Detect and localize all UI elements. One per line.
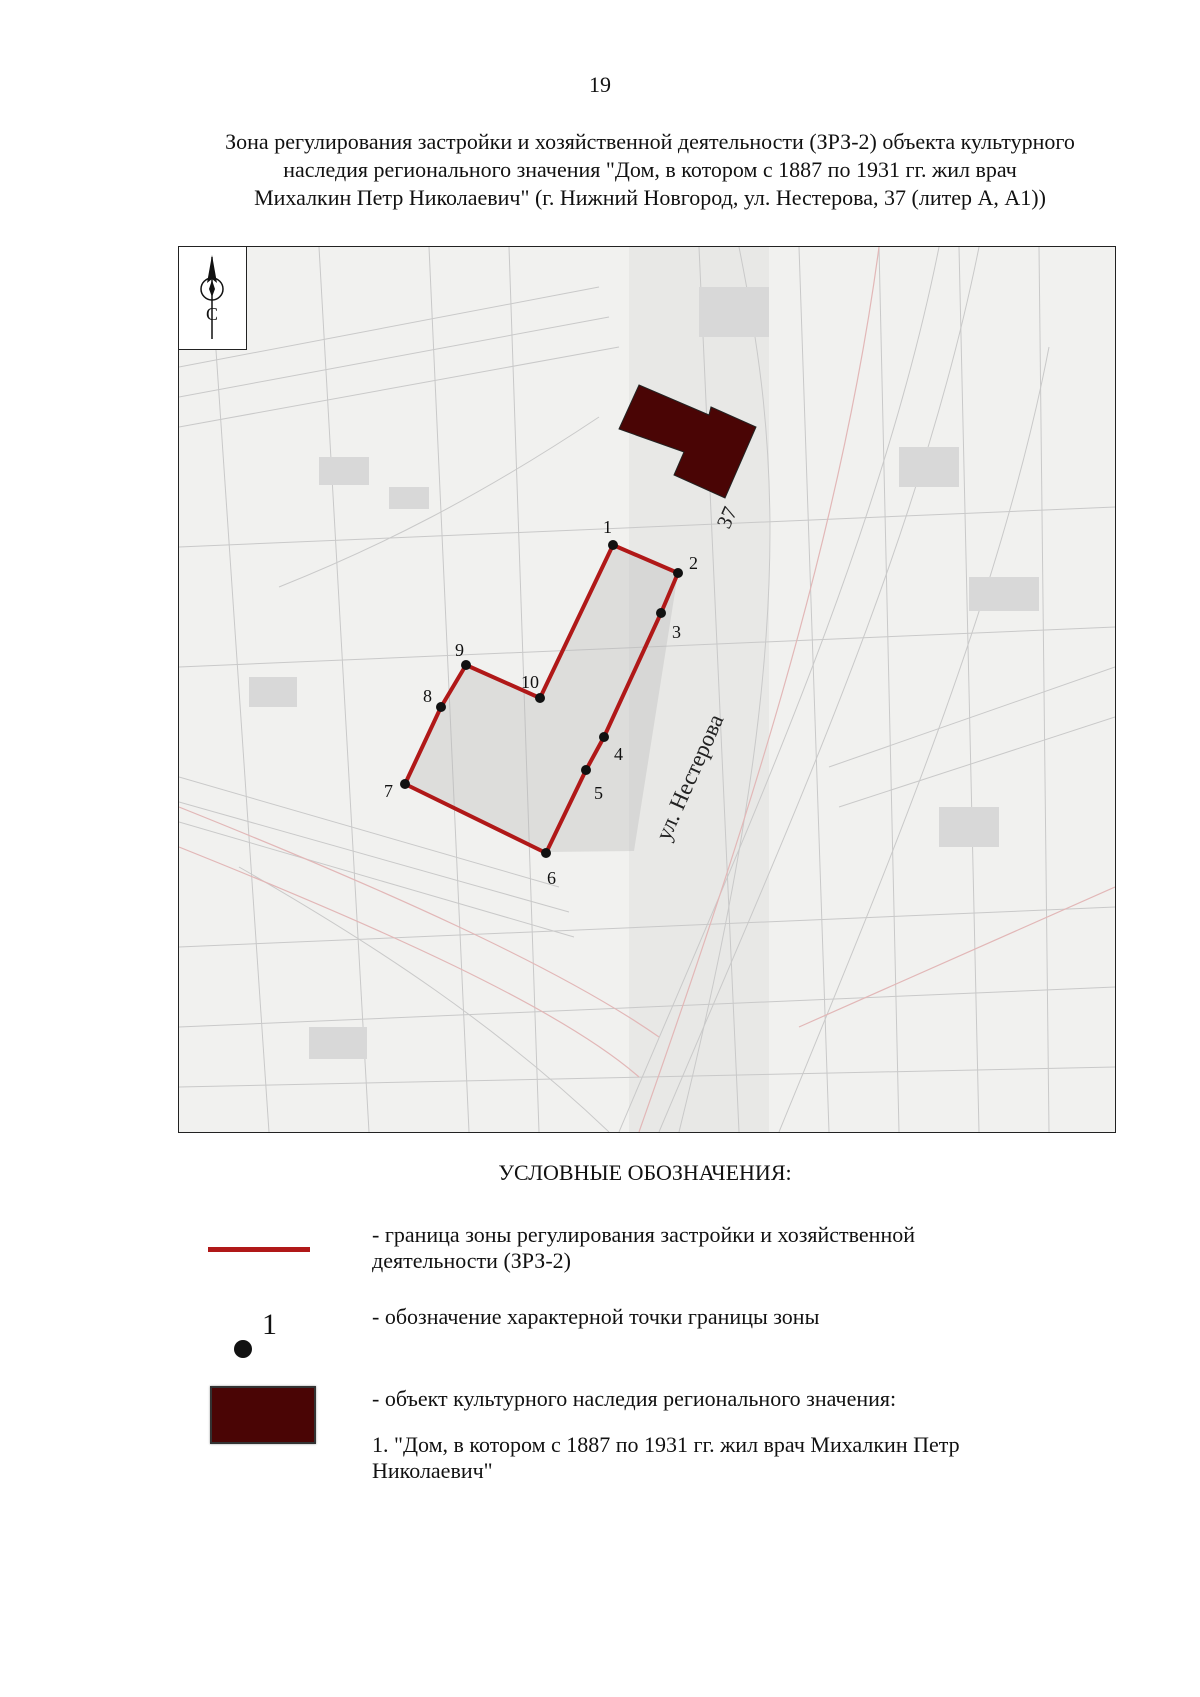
point-label-1: 1 xyxy=(603,517,612,537)
north-arrow-box xyxy=(179,247,247,350)
legend-red-line-symbol xyxy=(208,1247,310,1252)
legend-point-text: - обозначение характерной точки границы зоны xyxy=(372,1304,820,1329)
point-label-10: 10 xyxy=(521,672,539,692)
boundary-point-7[interactable] xyxy=(400,779,410,789)
boundary-point-1[interactable] xyxy=(608,540,618,550)
legend-boundary-text: - граница зоны регулирования застройки и хозяйственной деятельности (ЗРЗ-2) xyxy=(372,1222,915,1273)
point-label-6: 6 xyxy=(547,868,556,888)
legend-heritage-text: - объект культурного наследия регионального значения: 1. "Дом, в котором с 1887 по 1931 гг. жил врач Михалкин Петр Николаевич" xyxy=(372,1386,960,1483)
map-frame[interactable] xyxy=(178,246,1116,1133)
point-label-7: 7 xyxy=(384,781,393,801)
boundary-point-4[interactable] xyxy=(599,732,609,742)
point-label-4: 4 xyxy=(614,744,623,764)
point-label-9: 9 xyxy=(455,640,464,660)
house-number-label: 37 xyxy=(711,503,743,533)
north-arrow-icon xyxy=(179,247,246,349)
legend-point-sample-label: 1 xyxy=(262,1308,277,1341)
legend-heritage-symbol xyxy=(210,1386,316,1444)
boundary-point-10[interactable] xyxy=(535,693,545,703)
point-label-8: 8 xyxy=(423,686,432,706)
boundary-point-6[interactable] xyxy=(541,848,551,858)
page-number: 19 xyxy=(589,72,611,97)
north-label: С xyxy=(205,304,219,324)
point-label-5: 5 xyxy=(594,783,603,803)
street-label: ул. Нестерова xyxy=(650,710,729,845)
title-line-1: Зона регулирования застройки и хозяйственной деятельности (ЗРЗ-2) объекта культурного xyxy=(225,129,1075,154)
title-line-3: Михалкин Петр Николаевич" (г. Нижний Новгород, ул. Нестерова, 37 (литер А, А1)) xyxy=(254,185,1046,210)
boundary-point-2[interactable] xyxy=(673,568,683,578)
legend-point-symbol xyxy=(234,1340,252,1358)
boundary-point-5[interactable] xyxy=(581,765,591,775)
boundary-point-8[interactable] xyxy=(436,702,446,712)
point-label-3: 3 xyxy=(672,622,681,642)
map-title xyxy=(140,128,1160,212)
map-canvas xyxy=(179,247,1115,1132)
boundary-point-9[interactable] xyxy=(461,660,471,670)
title-line-2: наследия регионального значения "Дом, в котором с 1887 по 1931 гг. жил врач xyxy=(283,157,1017,182)
point-label-2: 2 xyxy=(689,553,698,573)
boundary-point-3[interactable] xyxy=(656,608,666,618)
legend-title: УСЛОВНЫЕ ОБОЗНАЧЕНИЯ: xyxy=(498,1160,792,1185)
